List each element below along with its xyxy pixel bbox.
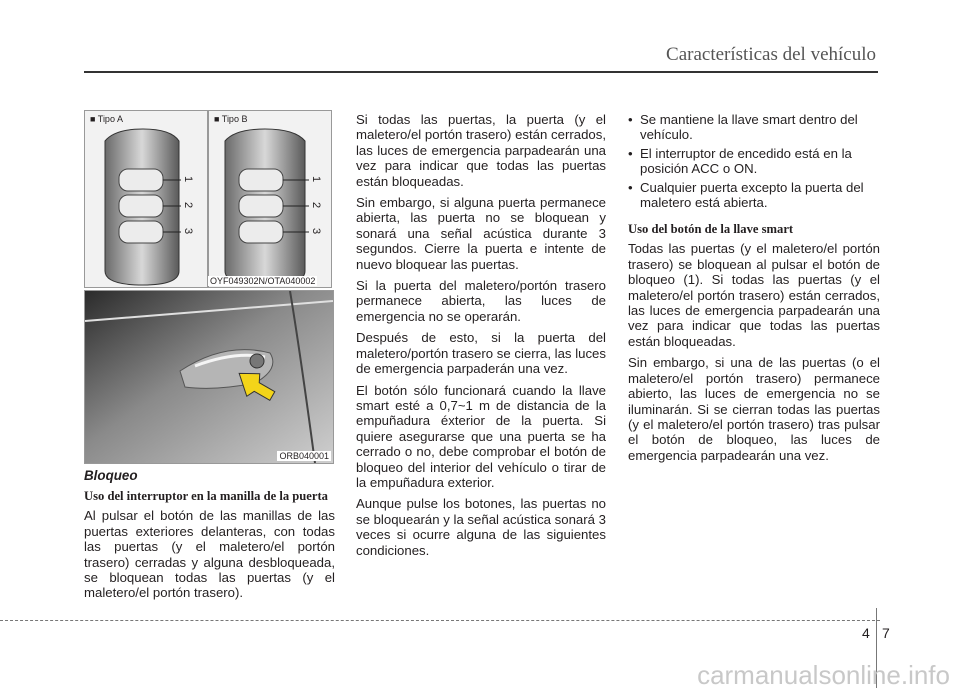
key-a-button-2-label: 2	[182, 201, 195, 209]
paragraph: Sin embargo, si alguna puerta permanece abierta, las puerta no se bloquean y sonará una señal acústica durante 3 segundos. Cierre la puerta e intente de nuevo bloquear las puertas.	[356, 195, 606, 272]
figure-code-keys: OYF049302N/OTA040002	[210, 276, 316, 286]
figure-smart-key-type-a	[84, 110, 208, 288]
figure-smart-key-type-b	[208, 110, 332, 288]
column-2	[356, 112, 606, 564]
running-header: Características del vehículo	[666, 44, 876, 65]
paragraph: El botón sólo funcionará cuando la llave smart esté a 0,7~1 m de distancia de la empuñadura éxterior de la puerta. Si quiere asegurarse que una puerta se ha cerrado o no, debe comprobar el botón de bloqueo del interior del vehículo o tirar de la empuñadura exterior.	[356, 382, 606, 490]
subheading-smart-key-button: Uso del botón de la llave smart	[628, 222, 794, 237]
column-1	[84, 468, 335, 607]
footer-rule	[0, 620, 880, 621]
key-b-button-1-label: 1	[310, 175, 323, 183]
paragraph: Si todas las puertas, la puerta (y el maletero/el portón trasero) están cerrados, las luces de emergencia parpadearán una vez para indicar que todas las puertas están bloqueadas.	[356, 112, 606, 189]
door-handle-illustration	[85, 291, 333, 463]
column-3	[628, 112, 880, 469]
figure-label-type-b: ■ Tipo B	[214, 114, 248, 124]
condition-list	[628, 112, 880, 210]
section-title: Bloqueo	[84, 468, 138, 483]
key-b-button-2-label: 2	[310, 201, 323, 209]
key-b-button-3-label: 3	[310, 227, 323, 235]
figure-code-door: ORB040001	[279, 451, 329, 461]
key-a-button-3-label: 3	[182, 227, 195, 235]
figure-door-handle	[84, 290, 334, 464]
key-a-button-1-label: 1	[182, 175, 195, 183]
figure-label-type-a: ■ Tipo A	[90, 114, 123, 124]
paragraph: Después de esto, si la puerta del maletero/portón trasero se cierra, las luces de emergencia parpaderán una vez.	[356, 330, 606, 377]
list-item: • Se mantiene la llave smart dentro del vehículo.	[628, 112, 880, 143]
paragraph: Si la puerta del maletero/portón trasero permanece abierta, las luces de emergencia no se operarán.	[356, 278, 606, 324]
subheading-door-handle-switch: Uso del interruptor en la manilla de la puerta	[84, 489, 328, 504]
watermark: carmanualsonline.info	[697, 660, 950, 690]
page-number: 7	[882, 625, 890, 641]
paragraph: Todas las puertas (y el maletero/el portón trasero) se bloquean al pulsar el botón de bloqueo (1). Si todas las puertas (y el maletero/el portón trasero) están cerrados, las luces de emergencia parpadearán una vez para indicar que todas las puertas están bloqueadas.	[628, 241, 880, 349]
smart-key-a-illustration	[85, 111, 207, 287]
list-item: • Cualquier puerta excepto la puerta del maletero está abierta.	[628, 180, 880, 211]
header-rule	[84, 71, 878, 73]
paragraph: Aunque pulse los botones, las puertas no se bloquearán y la señal acústica sonará 3 veces si ocurre alguna de las siguientes condiciones.	[356, 496, 606, 558]
paragraph: Sin embargo, si una de las puertas (o el maletero/el portón trasero) permanece abierto, las luces de emergencia no se iluminarán. Si se cierran todas las puertas (y el maletero/el portón trasero) tras pulsar el botón de bloqueo, las luces de emergencia parpadearán una vez.	[628, 355, 880, 463]
list-item: • El interruptor de encedido está en la posición ACC o ON.	[628, 146, 880, 177]
smart-key-b-illustration	[209, 111, 331, 287]
paragraph: Al pulsar el botón de las manillas de las puertas exteriores delanteras, con todas las puertas (y el maletero/el portón trasero) cerradas y alguna desbloqueada, se bloquean todas las puertas (y el maletero/el portón trasero).	[84, 508, 335, 601]
chapter-number: 4	[862, 625, 870, 641]
